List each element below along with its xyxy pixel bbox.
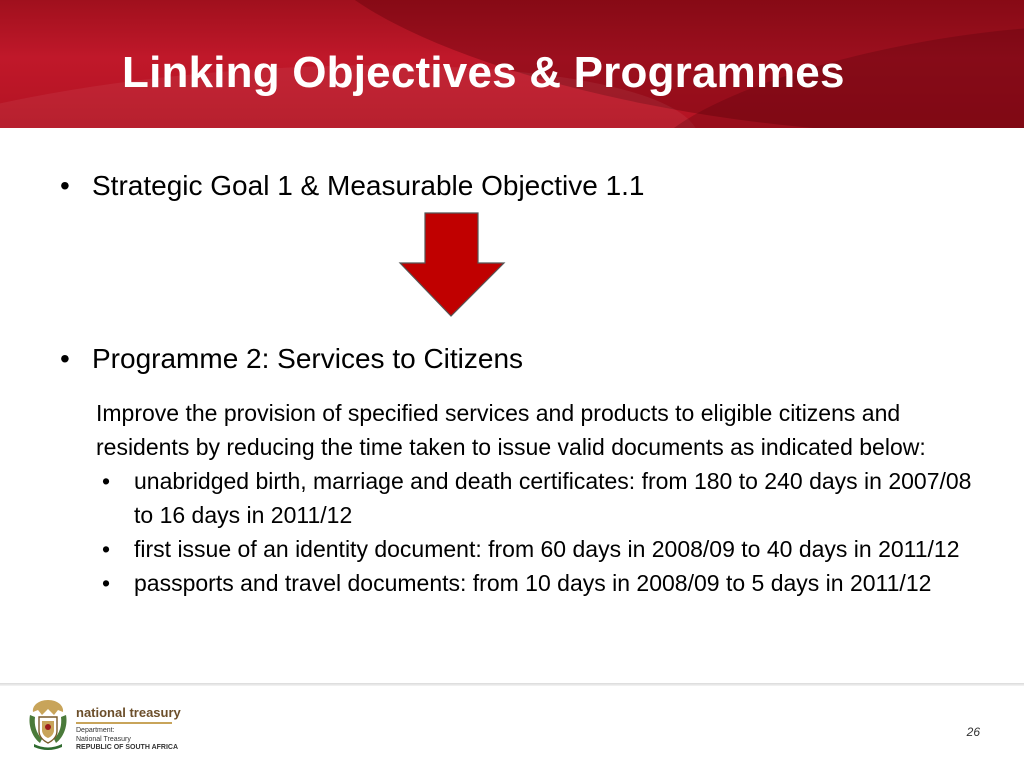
bullet-marker: • — [102, 468, 111, 494]
programme-description-block — [96, 396, 996, 600]
list-item-text: unabridged birth, marriage and death certificates: from 180 to 240 days in 2007/08 to 16 days in 2011/12 — [134, 468, 972, 528]
bullet-text: Programme 2: Services to Citizens — [92, 343, 524, 374]
logo-country: REPUBLIC OF SOUTH AFRICA — [76, 744, 179, 751]
logo-department-name: National Treasury — [76, 735, 131, 743]
coat-of-arms-icon — [26, 697, 70, 751]
logo-name: national treasury — [76, 705, 181, 720]
bullet-marker: • — [60, 170, 70, 201]
list-item — [96, 566, 996, 600]
bullet-marker: • — [102, 536, 111, 562]
page-number: 26 — [966, 725, 980, 739]
bullet-strategic-goal — [60, 170, 645, 202]
bullet-marker: • — [60, 343, 70, 374]
list-item-text: passports and travel documents: from 10 days in 2008/09 to 5 days in 2011/12 — [134, 570, 932, 596]
logo-rule — [76, 722, 172, 724]
slide-title: Linking Objectives & Programmes — [122, 48, 845, 97]
footer-divider — [0, 683, 1024, 686]
target-list — [96, 464, 996, 600]
bullet-marker: • — [102, 570, 111, 596]
list-item — [96, 464, 996, 532]
bullet-text: Strategic Goal 1 & Measurable Objective 1.1 — [92, 170, 645, 201]
treasury-logo-text — [76, 706, 181, 753]
list-item-text: first issue of an identity document: from 60 days in 2008/09 to 40 days in 2011/12 — [134, 536, 960, 562]
list-item — [96, 532, 996, 566]
programme-description: Improve the provision of specified services and products to eligible citizens and residents by reducing the time taken to issue valid documents as indicated below: — [96, 400, 926, 460]
down-arrow-icon — [398, 212, 506, 318]
logo-department-label: Department: — [76, 727, 115, 734]
bullet-programme — [60, 343, 523, 375]
title-banner — [0, 0, 1024, 128]
